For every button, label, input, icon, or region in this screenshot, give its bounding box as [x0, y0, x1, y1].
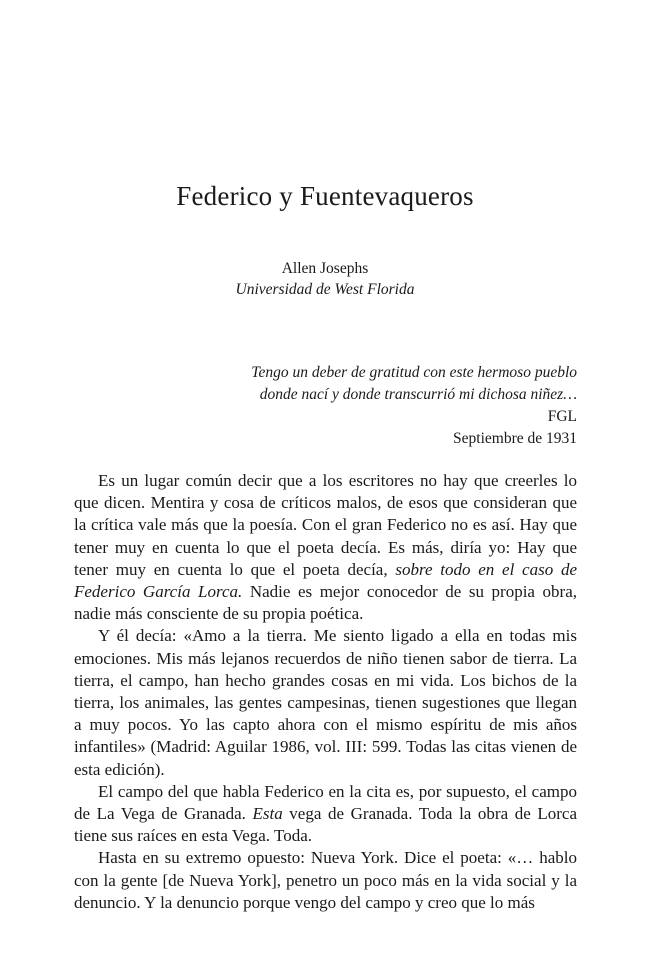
epigraph-line-2: donde nací y donde transcurrió mi dichosa niñez…	[259, 386, 577, 403]
paragraph-1-emphasis: , sobre todo en el caso de Federico García Lorca.	[74, 559, 577, 602]
author-affiliation: Universidad de West Florida	[235, 281, 415, 298]
paragraph-1	[74, 470, 577, 625]
epigraph-signature: FGL	[547, 408, 577, 425]
author-name: Allen Josephs	[281, 260, 369, 277]
epigraph-date: Septiembre de 1931	[453, 430, 577, 447]
paragraph-1-text-a: Es un lugar común decir que a los escritores no hay que creerles lo que dicen. Mentira y cosa de críticos malos, de esos que consideran que la crítica vale más que la poesía. Con el gran Federico no es así. Hay que tener muy en cuenta lo que el poeta decía. Es más, diría yo: Hay que tener muy en cuenta lo que el poeta decía	[74, 471, 577, 579]
epigraph	[237, 362, 577, 450]
paragraph-1-text-c: Nadie es mejor conocedor de su propia obra, nadie más consciente de su propia poética.	[74, 582, 577, 624]
paragraph-3-emphasis: Esta	[252, 804, 283, 824]
paragraph-2: Y él decía: «Amo a la tierra. Me siento ligado a ella en todas mis emociones. Mis más lejanos recuerdos de niño tienen sabor de tierra. La tierra, el campo, han hecho grandes cosas en mi vida. Los bichos de la tierra, los animales, las gentes campesinas, tienen sugestiones que llegan a muy pocos. Yo las capto ahora con el mismo espíritu de mis años infantiles» (Madrid: Aguilar 1986, vol. III: 599. Todas las citas vienen de esta edición).	[74, 626, 577, 779]
article-body	[74, 470, 577, 914]
author-block	[0, 258, 650, 300]
article-title: Federico y Fuentevaqueros	[176, 181, 474, 211]
paragraph-3	[74, 781, 577, 848]
epigraph-line-1: Tengo un deber de gratitud con este hermoso pueblo	[251, 364, 577, 381]
paragraph-3-text-a: El campo del que habla Federico en la cita es, por supuesto, el campo de La Vega de Granada.	[74, 781, 577, 824]
paragraph-3-text-c: vega de Granada. Toda la obra de Lorca tiene sus raíces en esta Vega. Toda.	[74, 804, 577, 846]
paragraph-4: Hasta en su extremo opuesto: Nueva York. Dice el poeta: «… hablo con la gente [de Nueva York], penetro un poco más en la vida social y la denuncio. Y la denuncio porque vengo del campo y creo que lo más	[74, 848, 577, 912]
